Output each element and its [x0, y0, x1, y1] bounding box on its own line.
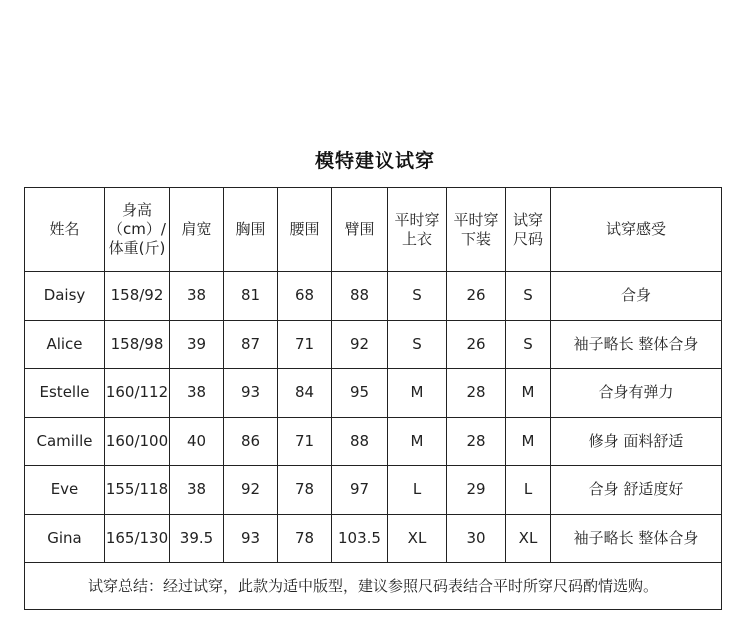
- header-name: 姓名: [25, 188, 105, 272]
- header-feeling: 试穿感受: [551, 188, 722, 272]
- cell-usual-bottom: 30: [447, 514, 506, 563]
- cell-waist: 68: [278, 272, 332, 321]
- cell-name: Estelle: [25, 369, 105, 418]
- header-height-line3: 体重(斤): [108, 239, 166, 257]
- header-usual-bottom-line1: 平时穿: [453, 210, 499, 229]
- header-shoulder: 肩宽: [170, 188, 224, 272]
- cell-height-weight: 155/118: [105, 466, 170, 515]
- size-table: [24, 187, 722, 610]
- cell-chest: 87: [224, 320, 278, 369]
- cell-height-weight: 160/112: [105, 369, 170, 418]
- cell-arm: 88: [332, 272, 388, 321]
- cell-usual-top: L: [388, 466, 447, 515]
- header-height-weight: [105, 188, 170, 272]
- cell-waist: 78: [278, 514, 332, 563]
- cell-height-weight: 160/100: [105, 417, 170, 466]
- cell-usual-bottom: 26: [447, 320, 506, 369]
- cell-arm: 95: [332, 369, 388, 418]
- table-row: [25, 514, 722, 563]
- table-row: [25, 466, 722, 515]
- header-usual-top: [388, 188, 447, 272]
- header-usual-top-line1: 平时穿: [394, 210, 440, 229]
- cell-usual-top: S: [388, 320, 447, 369]
- table-row: [25, 320, 722, 369]
- cell-tried-size: M: [506, 417, 551, 466]
- cell-usual-bottom: 29: [447, 466, 506, 515]
- cell-usual-top: M: [388, 369, 447, 418]
- cell-chest: 93: [224, 514, 278, 563]
- cell-waist: 78: [278, 466, 332, 515]
- header-usual-top-line2: 上衣: [401, 229, 432, 248]
- cell-usual-top: S: [388, 272, 447, 321]
- cell-usual-bottom: 28: [447, 369, 506, 418]
- cell-name: Camille: [25, 417, 105, 466]
- cell-tried-size: M: [506, 369, 551, 418]
- cell-waist: 71: [278, 417, 332, 466]
- cell-chest: 81: [224, 272, 278, 321]
- header-arm: 臂围: [332, 188, 388, 272]
- cell-height-weight: 158/92: [105, 272, 170, 321]
- header-chest: 胸围: [224, 188, 278, 272]
- cell-usual-top: XL: [388, 514, 447, 563]
- cell-tried-size: S: [506, 320, 551, 369]
- cell-height-weight: 158/98: [105, 320, 170, 369]
- cell-tried-size: S: [506, 272, 551, 321]
- table-row: [25, 272, 722, 321]
- cell-feeling: 合身: [551, 272, 722, 321]
- cell-shoulder: 38: [170, 369, 224, 418]
- header-row: [25, 188, 722, 272]
- cell-feeling: 合身有弹力: [551, 369, 722, 418]
- header-tried-size-line1: 试穿: [512, 210, 543, 229]
- cell-feeling: 合身 舒适度好: [551, 466, 722, 515]
- cell-arm: 103.5: [332, 514, 388, 563]
- cell-usual-bottom: 28: [447, 417, 506, 466]
- cell-usual-top: M: [388, 417, 447, 466]
- cell-name: Gina: [25, 514, 105, 563]
- cell-arm: 88: [332, 417, 388, 466]
- header-waist: 腰围: [278, 188, 332, 272]
- cell-shoulder: 39.5: [170, 514, 224, 563]
- cell-chest: 86: [224, 417, 278, 466]
- page-title: 模特建议试穿: [314, 150, 435, 172]
- cell-chest: 93: [224, 369, 278, 418]
- summary-note: 试穿总结：经过试穿，此款为适中版型，建议参照尺码表结合平时所穿尺码酌情选购。: [25, 563, 722, 610]
- header-tried-size: [506, 188, 551, 272]
- cell-waist: 71: [278, 320, 332, 369]
- header-usual-bottom-line2: 下装: [460, 229, 491, 248]
- cell-height-weight: 165/130: [105, 514, 170, 563]
- header-tried-size-line2: 尺码: [512, 229, 543, 248]
- cell-name: Eve: [25, 466, 105, 515]
- cell-arm: 92: [332, 320, 388, 369]
- header-usual-bottom: [447, 188, 506, 272]
- table-row: [25, 369, 722, 418]
- cell-waist: 84: [278, 369, 332, 418]
- cell-tried-size: L: [506, 466, 551, 515]
- cell-name: Daisy: [25, 272, 105, 321]
- cell-chest: 92: [224, 466, 278, 515]
- header-height-line2: （cm）/: [108, 220, 166, 238]
- cell-feeling: 修身 面料舒适: [551, 417, 722, 466]
- summary-row: [25, 563, 722, 610]
- cell-feeling: 袖子略长 整体合身: [551, 320, 722, 369]
- table-row: [25, 417, 722, 466]
- cell-arm: 97: [332, 466, 388, 515]
- cell-shoulder: 40: [170, 417, 224, 466]
- cell-name: Alice: [25, 320, 105, 369]
- cell-usual-bottom: 26: [447, 272, 506, 321]
- cell-tried-size: XL: [506, 514, 551, 563]
- cell-shoulder: 39: [170, 320, 224, 369]
- cell-feeling: 袖子略长 整体合身: [551, 514, 722, 563]
- cell-shoulder: 38: [170, 272, 224, 321]
- cell-shoulder: 38: [170, 466, 224, 515]
- header-height-line1: 身高: [121, 201, 152, 219]
